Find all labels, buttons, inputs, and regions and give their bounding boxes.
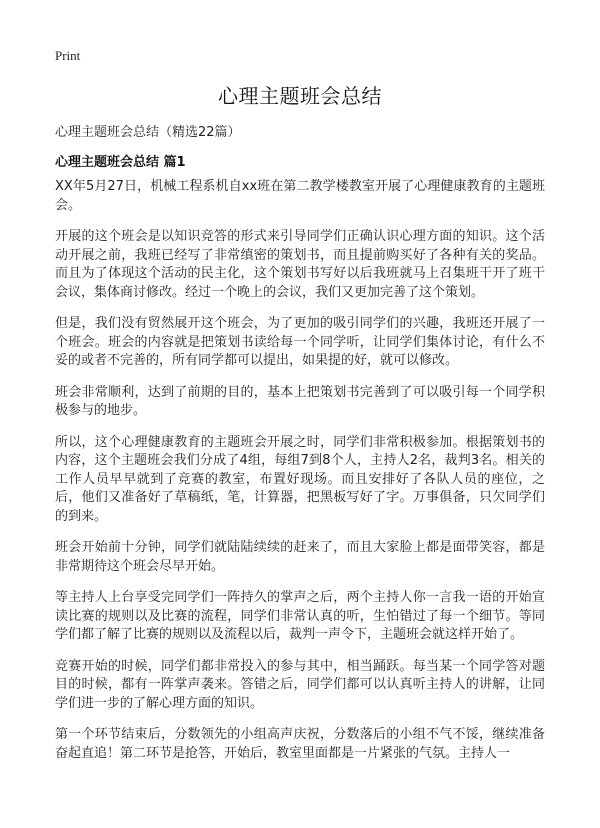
document-body	[55, 178, 545, 776]
section-heading: 心理主题班会总结 篇1	[55, 155, 186, 170]
print-label: Print	[55, 48, 81, 63]
paragraph: 但是，我们没有贸然展开这个班会，为了更加的吸引同学们的兴趣，我班还开展了一个班会。班会的内容就是把策划书读给每一个同学听，让同学们集体讨论，有什么不妥的或者不完善的，所有同学都可以提出，如果提的好，就可以修改。	[55, 316, 545, 368]
document-subtitle: 心理主题班会总结（精选22篇）	[55, 125, 241, 140]
paragraph: 第一个环节结束后，分数领先的小组高声庆祝，分数落后的小组不气不馁，继续准备奋起直追！第二环节是抢答，开始后，教室里面都是一片紧张的气氛。主持人一	[55, 727, 545, 761]
paragraph: 所以，这个心理健康教育的主题班会开展之时，同学们非常积极参加。根据策划书的内容，这个主题班会我们分成了4组，每组7到8个人，主持人2名，裁判3名。相关的工作人员早早就到了竞赛的教室，布置好现场。而且安排好了各队人员的座位，之后，他们又准备好了草稿纸，笔，计算器，把黑板写好了字。万事俱备，只欠同学们的到来。	[55, 434, 545, 524]
paragraph: 竞赛开始的时候，同学们都非常投入的参与其中，相当踊跃。每当某一个同学答对题目的时候，都有一阵掌声袭来。答错之后，同学们都可以认真听主持人的讲解，让同学们进一步的了解心理方面的知识。	[55, 658, 545, 711]
paragraph: 开展的这个班会是以知识竞答的形式来引导同学们正确认识心理方面的知识。这个活动开展之前，我班已经写了非常缜密的策划书，而且提前购买好了各种有关的奖品。而且为了体现这个活动的民主化，这个策划书写好以后我班就马上召集班干开了班干会议，集体商讨修改。经过一个晚上的会议，我们又更加完善了这个策划。	[55, 229, 545, 300]
paragraph: 班会开始前十分钟，同学们就陆陆续续的赶来了，而且大家脸上都是面带笑容，都是非常期待这个班会尽早开始。	[55, 540, 545, 574]
paragraph: 等主持人上台享受完同学们一阵持久的掌声之后，两个主持人你一言我一语的开始宣读比赛的规则以及比赛的流程，同学们非常认真的听，生怕错过了每一个细节。等同学们都了解了比赛的规则以及流程以后，裁判一声令下，主题班会就这样开始了。	[55, 590, 545, 642]
paragraph: 班会非常顺利，达到了前期的目的，基本上把策划书完善到了可以吸引每一个同学积极参与的地步。	[55, 384, 545, 418]
paragraph: XX年5月27日，机械工程系机自xx班在第二教学楼教室开展了心理健康教育的主题班会。	[55, 179, 545, 213]
document-title: 心理主题班会总结	[218, 84, 382, 108]
